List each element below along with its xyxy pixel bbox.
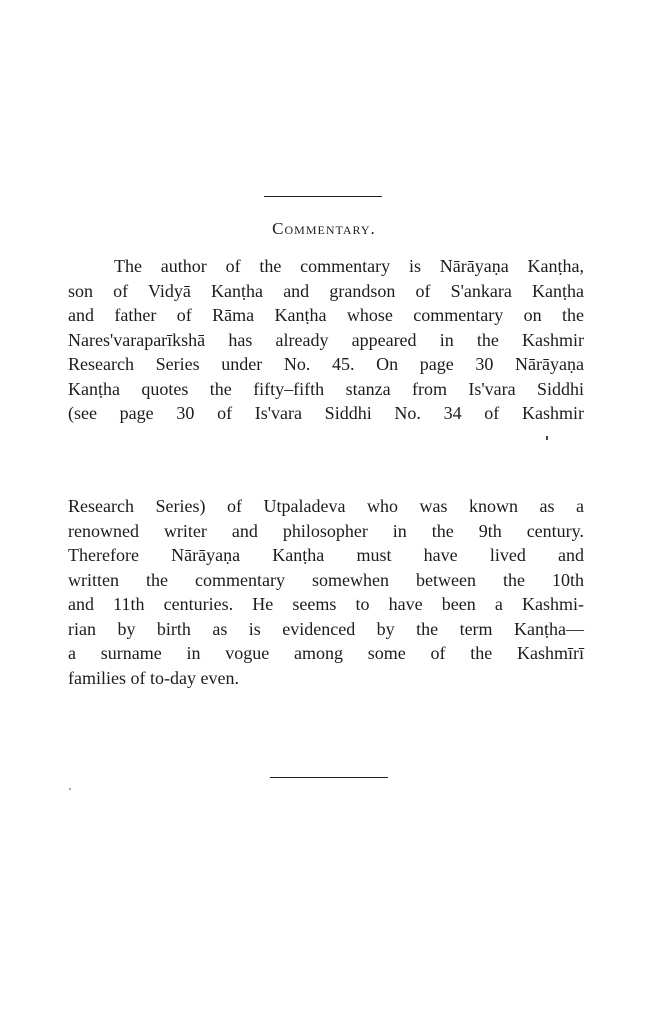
text-line: (see page 30 of Is'vara Siddhi No. 34 of Kashmir [68,403,584,423]
text-line: and father of Rāma Kanṭha whose commentary on the [68,305,584,325]
commentary-paragraph-1 [68,254,584,426]
text-line: son of Vidyā Kanṭha and grandson of S'ankara Kanṭha [68,280,584,301]
text-line: and 11th centuries. He seems to have been a Kashmi- [68,594,584,614]
text-line: Therefore Nārāyaṇa Kanṭha must have lived and [68,545,584,565]
section-heading: Commentary. [272,219,376,238]
text-line: rian by birth as is evidenced by the term Kanṭha— [68,618,584,639]
text-line: Research Series under No. 45. On page 30 Nārāyaṇa [68,354,584,374]
text-line: families of to-day even. [68,667,239,688]
text-line: renowned writer and philosopher in the 9th century. [68,520,584,541]
text-line: written the commentary somewhen between the 10th [68,569,584,590]
text-line: The author of the commentary is Nārāyaṇa Kanṭha, [114,256,584,276]
text-line: Nares'varaparīkshā has already appeared in the Kashmir [68,329,584,350]
ink-speck [69,788,71,790]
text-line: Kanṭha quotes the fifty–fifth stanza from Is'vara Siddhi [68,378,584,399]
text-line: a surname in vogue among some of the Kashmīrī [68,643,584,663]
bottom-divider [270,777,388,778]
commentary-paragraph-2 [68,494,584,690]
text-line: Research Series) of Utpaladeva who was known as a [68,496,584,516]
ink-mark [546,436,548,440]
top-divider [264,196,382,197]
